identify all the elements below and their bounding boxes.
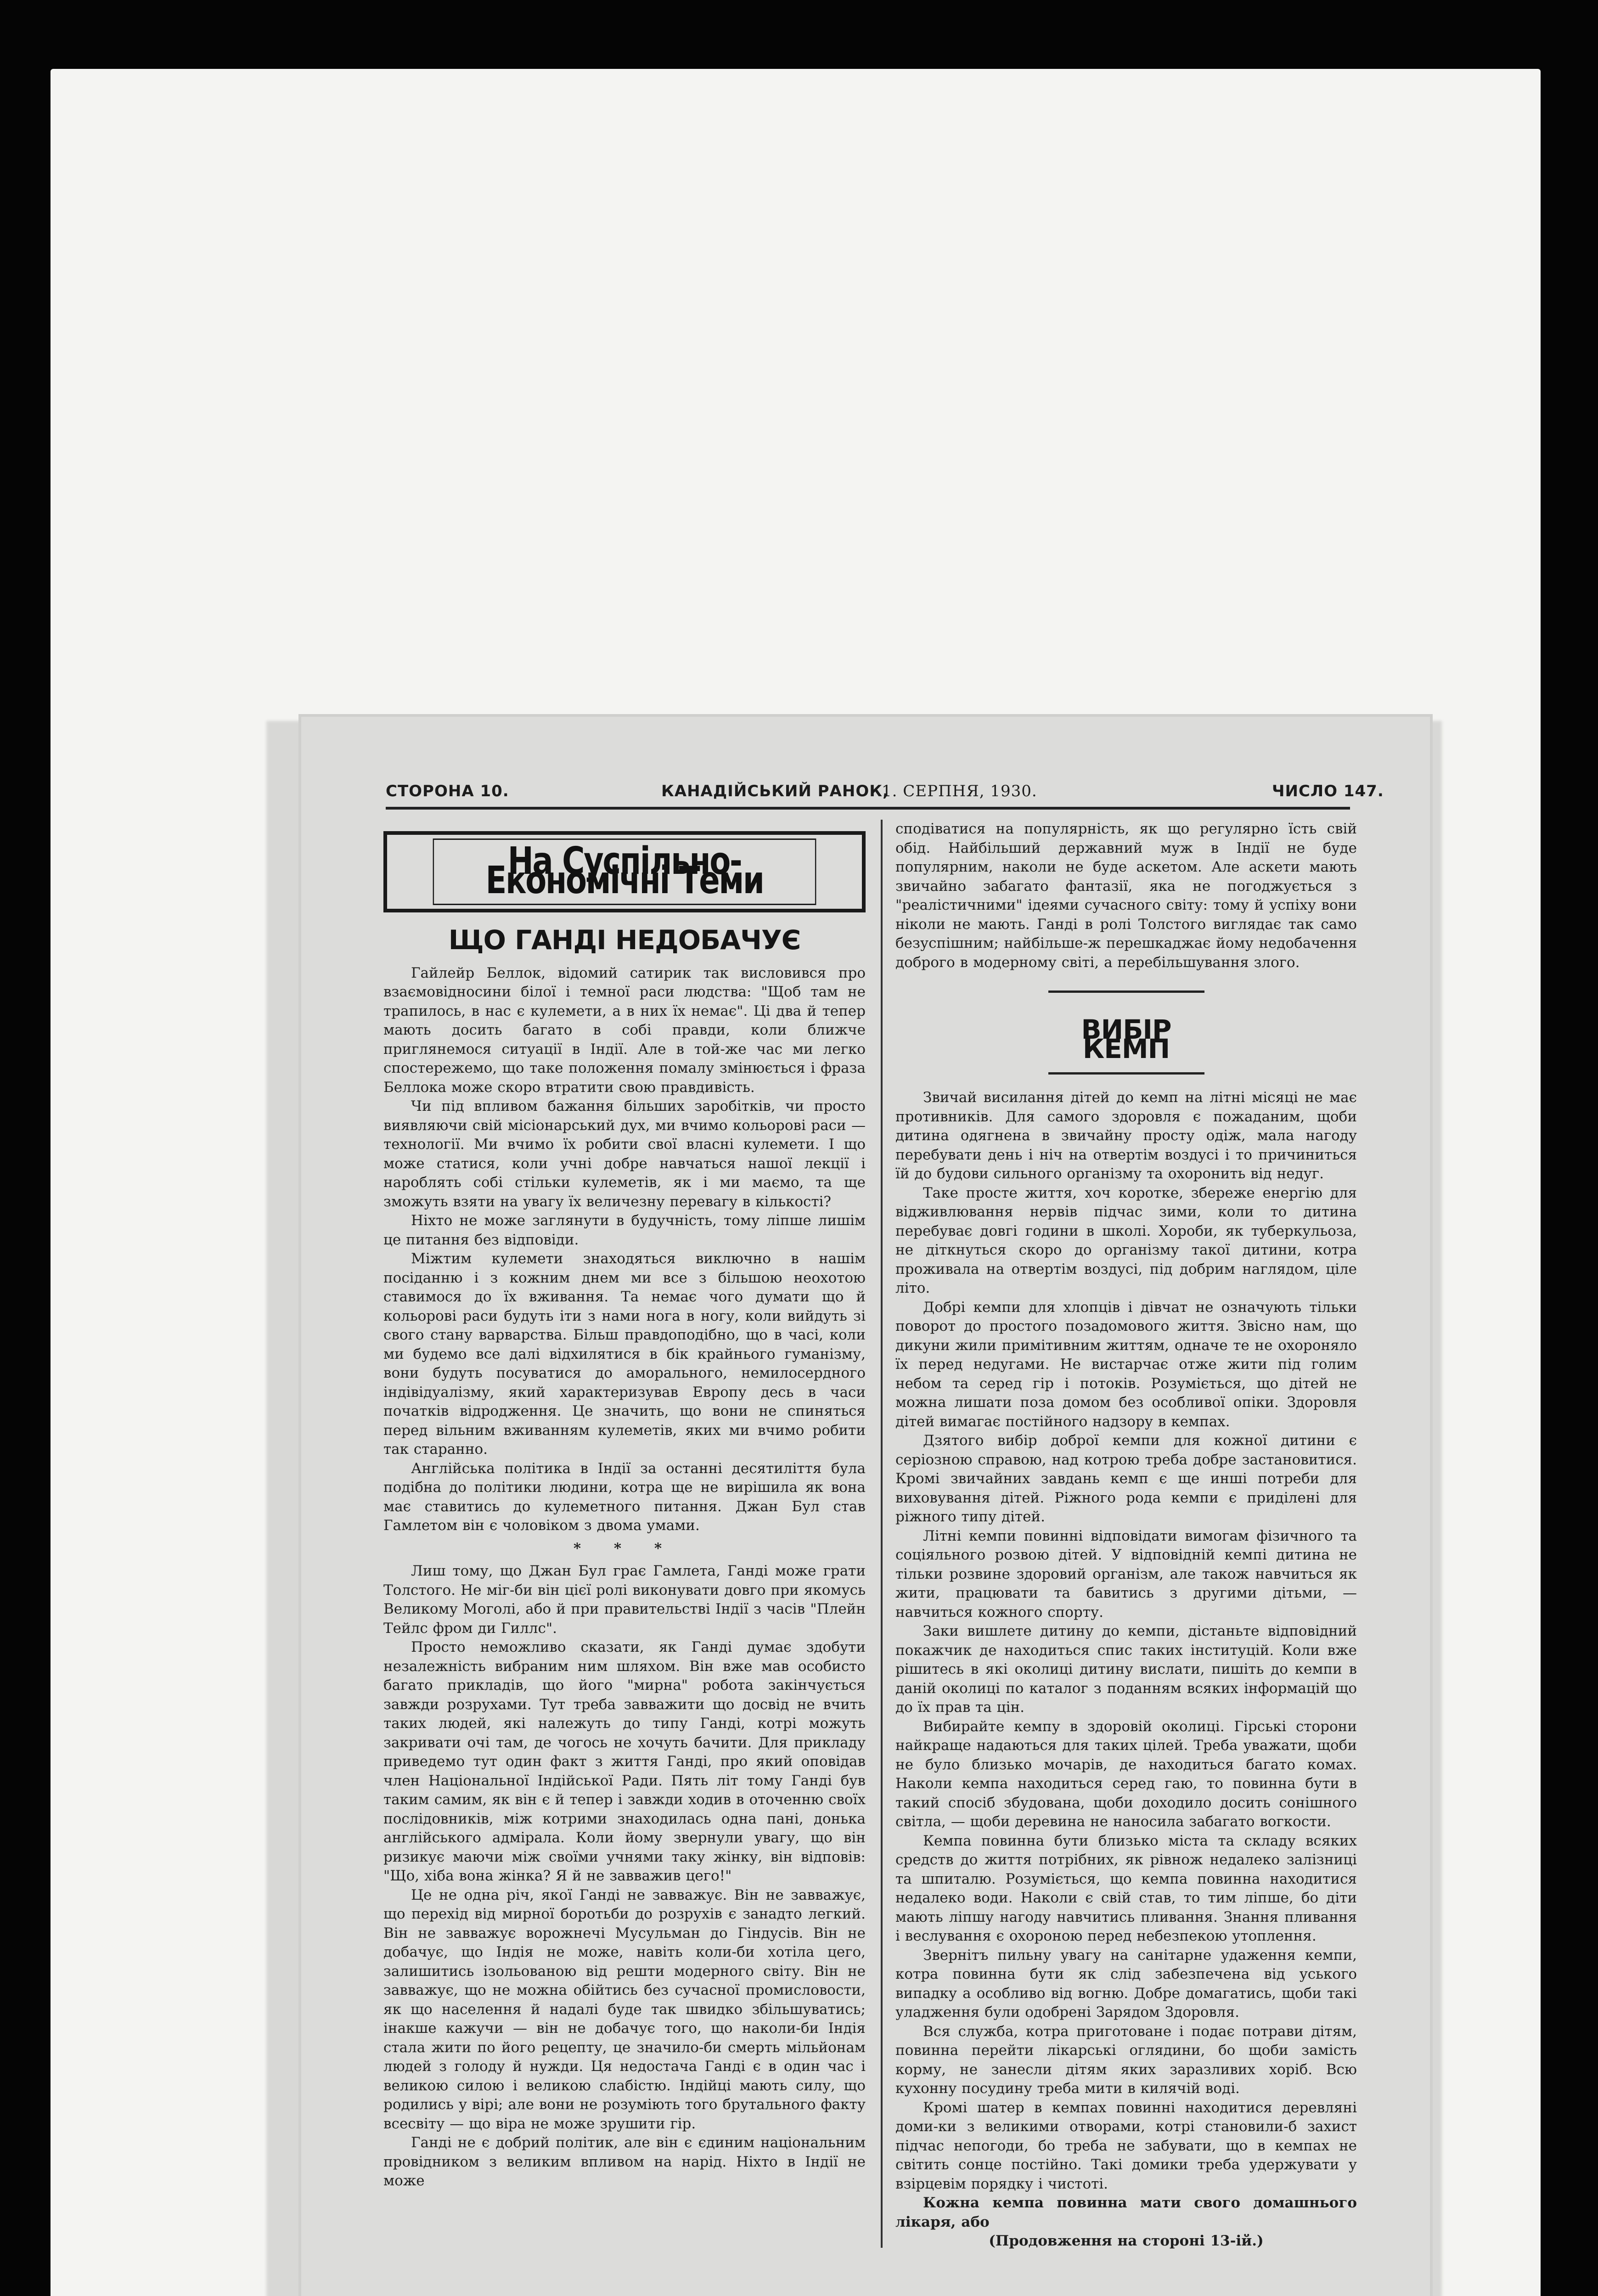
issue-number: ЧИСЛО 147. bbox=[1272, 782, 1384, 800]
title-rule-top bbox=[1048, 990, 1204, 993]
article-paragraph: Ганді не є добрий політик, але він є єдиним національним провідником з великим впливом на нарід. Ніхто в Індії не може bbox=[383, 2134, 866, 2189]
article-paragraph: Вибирайте кемпу в здоровій околиці. Гірські сторони найкраще надаються для таких цілей. Треба уважати, щоби не було близько мочарів, де находиться багато комах. Наколи кемпа находиться серед гаю, то повинна бути в такий спосіб збудована, щоби доходило досить сонішного світла, — щоби деревина не наносила забагато вогкости. bbox=[895, 1718, 1357, 1830]
article-paragraph: Гайлейр Беллок, відомий сатирик так висловився про взаємовідносини білої і темної раси людства: "Щоб там не трапилось, в нас є кулемети, а в них їх немає". Ці два й тепер мають досить багато в собі правди, коли ближче приглянемося ситуації в Індії. Але в той-же час ми легко спостережемо, що таке положення помалу змінюється і фраза Беллока може скоро втратити свою правдивість. bbox=[383, 964, 866, 1096]
article-paragraph: Лиш тому, що Джан Бул грає Гамлета, Ганді може грати Толстого. Не міг-би він цієї ролі виконувати довго при якомусь Великому Моголі, або й при правительстві Індії з часів "Плейн Тейлс фром ди Гиллс". bbox=[383, 1563, 866, 1637]
continued-paragraph: сподіватися на популярність, як що регулярно їсть свій обід. Найбільший державний муж в Індії не буде популярним, наколи не буде аскетом. Але аскети мають звичайно забагато фантазії, яка не погоджується з "реалістичними" ідеями сучасного світу: тому й успіху вони ніколи не мають. Ганді в ролі Толстого виглядає так само безуспішним; найбільше-ж перешкаджає йому недобачення доброго в модерному світі, а перебільшування злого. bbox=[895, 821, 1357, 971]
article-paragraph: Дзятого вибір доброї кемпи для кожної дитини є серіозною справою, над котрою треба добре застановитися. Кромі звичайних завдань кемп є ще инші потреби для виховування дітей. Ріжного рода кемпи є приділені для ріжного типу дітей. bbox=[895, 1432, 1357, 1525]
page-number: СТОРОНА 10. bbox=[386, 782, 509, 800]
article-paragraph: Англійська політика в Індії за останні десятиліття була подібна до політики людини, котра ще не вирішила як вона має ставитись до кулеметного питання. Джан Бул став Гамлетом він є чоловіком з двома умами. bbox=[383, 1460, 866, 1534]
page-header bbox=[386, 782, 1384, 810]
header-rule bbox=[386, 807, 1350, 810]
column-divider bbox=[881, 820, 883, 2248]
article-paragraph: Заки вишлете дитину до кемпи, дістаньте відповідний покажчик де находиться спис таких інституцій. Коли вже рішитесь в які околиці дитину вислати, пишіть до кемпи в даній околиці по каталог з поданням всяких інформацій що до їх прав та цін. bbox=[895, 1623, 1357, 1716]
article-paragraph: Міжтим кулемети знаходяться виключно в нашім посіданню і з кожним днем ми все з більшою неохотою ставимося до їх вживання. Та немає чого думати що й кольорові раси будуть іти з нами нога в ногу, коли вийдуть зі свого стану варварства. Більш правдоподібно, що в часі, коли ми будемо все далі відхилятися в бік крайнього гуманізму, вони будуть посуватися до аморального, немилосердного індівідуалізму, який характеризував Европу десь в часи початків відродження. Це значить, що вони не спиняться перед вільним вживанням кулеметів, яких ми вчимо робити так старанно. bbox=[383, 1250, 866, 1458]
issue-date: 1. СЕРПНЯ, 1930. bbox=[882, 782, 1037, 800]
article-title-camps: ВИБІР КЕМП bbox=[1081, 1014, 1171, 1064]
article-paragraph: Кожна кемпа повинна мати свого домашнього лікаря, або bbox=[895, 2195, 1357, 2230]
article-paragraph: Кромі шатер в кемпах повинні находитися деревляні доми-ки з великими отворами, котрі становили-б захист підчас непогоди, бо треба не забувати, що в кемпах не світить сонце постійно. Такі домики треба удержувати у взірцевім порядку і чистоті. bbox=[895, 2099, 1357, 2192]
section-banner bbox=[383, 831, 866, 912]
article-paragraph: Звичай висилання дітей до кемп на літні місяці не має противників. Для самого здоровля є пожаданим, щоби дитина одягнена в звичайну просту одіж, мала нагоду перебувати день і ніч на отвертім воздусі і то причиниться їй до будови сильного організму та охоронить від недуг. bbox=[895, 1089, 1357, 1182]
article-paragraph: Кемпа повинна бути близько міста та складу всяких средств до життя потрібних, як рівнож недалеко залізниці та шпиталю. Розуміється, що кемпа повинна находитися недалеко води. Наколи є свій став, то тим ліпше, бо діти мають ліпшу нагоду навчитись пливання. Знання пливання і веслування є охороною перед небезпекою утоплення. bbox=[895, 1832, 1357, 1944]
right-column bbox=[895, 820, 1357, 2251]
continuation-note: (Продовження на стороні 13-ій.) bbox=[989, 2233, 1264, 2249]
article-title-gandhi: ЩО ГАНДІ НЕДОБАЧУЄ bbox=[448, 924, 801, 956]
newspaper-page bbox=[298, 714, 1433, 2296]
left-column bbox=[383, 820, 866, 2191]
article-paragraph: Чи під впливом бажання більших заробітків, чи просто виявляючи свій місіонарський дух, ми вчимо кольорові раси — технології. Ми вчимо їх робити свої власні кулемети. І що може статися, коли учні добре навчаться нашої лекції і нароблять собі стільки кулеметів, як і ми маємо, та ще зможуть взяти на увагу їх величезну перевагу в кількості? bbox=[383, 1098, 866, 1210]
article-paragraph: Звернітъ пильну увагу на санітарне удаження кемпи, котра повинна бути як слід забезпечена від уського випадку а особливо від вогню. Добре домагатись, щоби такі уладження були одобрені Зарядом Здоровля. bbox=[895, 1947, 1357, 2020]
section-banner-text: На Суспільно-Економічні Теми bbox=[433, 838, 816, 905]
article-paragraph: Добрі кемпи для хлопців і дівчат не означують тільки поворот до простого позадомового життя. Звісно нам, що дикуни жили примітивним життям, одначе те не охороняло їх перед недугами. Не вистарчає отже жити під голим небом та серед гір і потоків. Розуміється, що дітей не можна лишати поза домом без особливої опіки. Здоровля дітей вимагає постійного надзору в кемпах. bbox=[895, 1299, 1357, 1430]
section-separator-stars: * * * bbox=[573, 1540, 676, 1557]
article-paragraph: Літні кемпи повинні відповідати вимогам фізичного та соціяльного розвою дітей. У відповідній кемпі дитина не тільки розвине здоровий організм, але також навчиться як жити, працювати та бавитись з другими дітьми, — навчиться кожного спорту. bbox=[895, 1527, 1357, 1621]
newspaper-title: КАНАДІЙСЬКИЙ РАНОК, bbox=[661, 782, 889, 800]
title-rule-bottom bbox=[1048, 1072, 1204, 1075]
article-paragraph: Ніхто не може заглянути в будучність, тому ліпше лишім це питання без відповіди. bbox=[383, 1212, 866, 1248]
article-paragraph: Просто неможливо сказати, як Ганді думає здобути незалежність вибраним ним шляхом. Він вже мав особисто багато прикладів, що його "мирна" робота закінчується завжди розрухами. Тут треба завважити що досвід не вчить таких людей, які належуть до типу Ганді, котрі можуть закривати очі там, де чогось не хочуть бачити. Для прикладу приведемо тут один факт з життя Ганді, про який оповідав член Національної Індійської Ради. Пять літ тому Ганді був таким самим, як він є й тепер і завжди ходив в оточенню своїх послідовників, між котрими знаходилась одна пані, донька англійського адмірала. Коли йому звернули увагу, що він ризикує маючи між своїми учнями таку жінку, він відповів: "Що, хіба вона жінка? Я й не завважив цего!" bbox=[383, 1639, 866, 1884]
article-paragraph: Таке просте життя, хоч коротке, збереже енергію для відживлювання нервів підчас зими, коли то дитина перебуває довгі години в школі. Хороби, як туберкульоза, не діткнуться скоро до організму такої дитини, котра проживала на отвертім воздусі, під добрим наглядом, ціле літо. bbox=[895, 1184, 1357, 1296]
article-paragraph: Це не одна річ, якої Ганді не завважує. Він не завважує, що перехід від мирної боротьби до розрухів є занадто легкий. Він не завважує ворожнечі Мусульман до Гіндусів. Він не добачує, що Індія не може, навіть коли-би хотіла цего, залишитись ізольованою від решти модерного світу. Він не завважує, що не можна обійтись без сучасної промисловости, як що населення й надалі буде так швидко збільшуватись; інакше кажучи — він не добачує того, що наколи-би Індія стала жити по його рецепту, це значило-би смерть мільйонам людей з голоду й нужди. Ця недостача Ганді є в один час і великою силою і великою слабістю. Індійці мають силу, що родились у вірі; але вони не розуміють того брутального факту всесвіту — що віра не може зрушити гір. bbox=[383, 1886, 866, 2132]
article-paragraph: Вся служба, котра приготоване і подає потрави дітям, повинна перейти лікарські оглядини, бо щоби замість корму, не занесли дітям яких заразливих хоріб. Всю кухонну посудину треба мити в килячій воді. bbox=[895, 2023, 1357, 2097]
